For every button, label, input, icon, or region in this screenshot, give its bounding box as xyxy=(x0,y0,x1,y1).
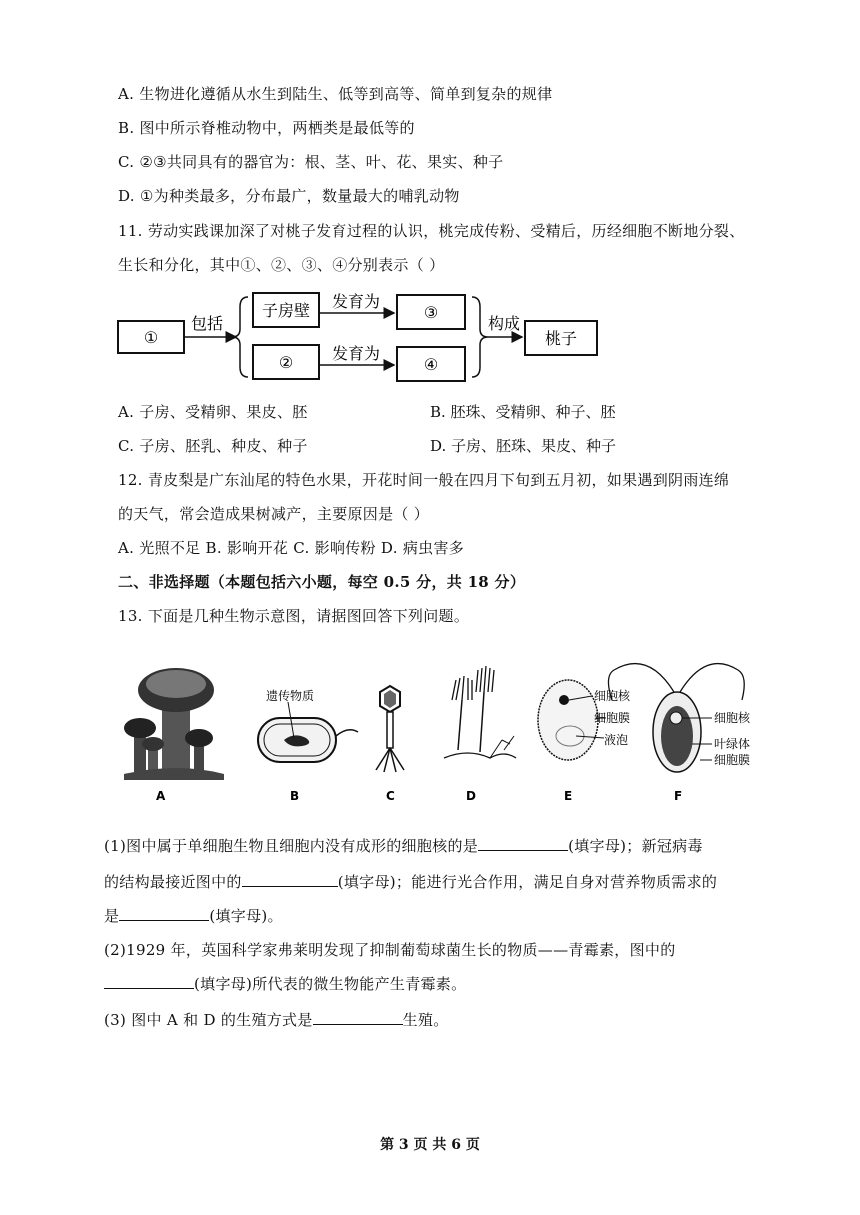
figure-f-label: F xyxy=(674,789,683,803)
q11-stem-line1: 11. 劳动实践课加深了对桃子发育过程的认识，桃完成传粉、受精后，历经细胞不断地分裂、 xyxy=(118,222,745,240)
figure-e-vacuole-label: 液泡 xyxy=(604,733,629,747)
q11-option-d: D. 子房、胚珠、果皮、种子 xyxy=(430,437,617,455)
flow-compose-label: 构成 xyxy=(487,314,521,333)
figure-a-mushrooms xyxy=(124,668,224,780)
q11-stem-line2: 生长和分化，其中①、②、③、④分别表示（ ） xyxy=(118,256,445,274)
answer-blank-2[interactable] xyxy=(242,872,338,887)
flow-include-label: 包括 xyxy=(190,314,224,333)
figure-a-label: A xyxy=(156,789,166,803)
flow-ovary-wall-label: 子房壁 xyxy=(261,301,311,320)
figure-b-bacterium xyxy=(258,702,358,762)
flow-peach-label: 桃子 xyxy=(544,329,578,348)
q13-part1-line1 xyxy=(104,836,703,856)
flow-box-3-label: ③ xyxy=(423,303,439,322)
q13-part3-text-b: 生殖。 xyxy=(402,1011,449,1029)
q13-part1-text-c: 的结构最接近图中的 xyxy=(104,873,242,891)
figure-d-label: D xyxy=(466,789,476,803)
q13-part1-line3 xyxy=(104,906,283,926)
flow-box-4-label: ④ xyxy=(423,355,439,374)
answer-blank-1[interactable] xyxy=(478,836,568,851)
figure-c-label: C xyxy=(386,789,395,803)
figure-d-mold xyxy=(444,666,516,758)
figure-c-virus xyxy=(376,686,404,772)
q11-option-a: A. 子房、受精卵、果皮、胚 xyxy=(118,403,308,421)
figure-b-label: B xyxy=(290,789,300,803)
q10-option-d: D. ①为种类最多，分布最广，数量最大的哺乳动物 xyxy=(118,187,460,205)
flow-right-brace xyxy=(472,297,488,377)
flow-left-brace xyxy=(232,297,248,377)
figure-e-label: E xyxy=(564,789,573,803)
flow-develop-top-label: 发育为 xyxy=(331,292,381,311)
q13-part1-text-e: 是 xyxy=(104,907,120,925)
q13-part1-text-a: (1)图中属于单细胞生物且细胞内没有成形的细胞核的是 xyxy=(104,837,479,855)
q10-option-b: B. 图中所示脊椎动物中，两栖类是最低等的 xyxy=(118,119,415,137)
figure-b-genetic-material-label: 遗传物质 xyxy=(266,689,315,703)
flow-develop-bottom-label: 发育为 xyxy=(331,344,381,363)
answer-blank-4[interactable] xyxy=(104,974,194,989)
q11-option-c: C. 子房、胚乳、种皮、种子 xyxy=(118,437,308,455)
answer-blank-5[interactable] xyxy=(313,1010,403,1025)
figure-e-membrane-label: 细胞膜 xyxy=(594,711,631,725)
q13-part1-line2 xyxy=(104,872,717,892)
q13-stem: 13. 下面是几种生物示意图，请据图回答下列问题。 xyxy=(118,607,470,625)
organism-figures xyxy=(118,640,758,810)
figure-f-chloroplast-label: 叶绿体 xyxy=(714,737,751,751)
q11-option-b: B. 胚珠、受精卵、种子、胚 xyxy=(430,403,616,421)
q12-options: A. 光照不足 B. 影响开花 C. 影响传粉 D. 病虫害多 xyxy=(118,539,465,557)
q13-part1-text-d: (填字母)；能进行光合作用，满足自身对营养物质需求的 xyxy=(337,873,718,891)
q13-part1-text-b: (填字母)；新冠病毒 xyxy=(568,837,703,855)
peach-development-flowchart xyxy=(110,285,610,385)
q13-part3-line xyxy=(104,1010,449,1030)
figure-f-nucleus-label: 细胞核 xyxy=(714,711,751,725)
q10-option-c: C. ②③共同具有的器官为：根、茎、叶、花、果实、种子 xyxy=(118,153,504,171)
flow-box-1-label: ① xyxy=(143,328,159,347)
q13-part2-line1: (2)1929 年，英国科学家弗莱明发现了抑制葡萄球菌生长的物质——青霉素，图中的 xyxy=(104,941,676,959)
q13-part2-text-b: (填字母)所代表的微生物能产生青霉素。 xyxy=(194,975,467,993)
figure-f-membrane-label: 细胞膜 xyxy=(714,753,751,767)
q12-stem-line2: 的天气，常会造成果树减产，主要原因是（ ） xyxy=(118,505,430,523)
q13-part1-text-f: (填字母)。 xyxy=(209,907,283,925)
q10-option-a: A. 生物进化遵循从水生到陆生、低等到高等、简单到复杂的规律 xyxy=(118,85,553,103)
figure-e-nucleus-label: 细胞核 xyxy=(594,689,631,703)
section2-heading: 二、非选择题（本题包括六小题，每空 0.5 分，共 18 分） xyxy=(118,573,526,591)
q13-part3-text-a: (3) 图中 A 和 D 的生殖方式是 xyxy=(104,1011,313,1029)
answer-blank-3[interactable] xyxy=(119,906,209,921)
flow-box-2-label: ② xyxy=(278,353,294,372)
q13-part2-line2 xyxy=(104,974,466,994)
q12-stem-line1: 12. 青皮梨是广东汕尾的特色水果，开花时间一般在四月下旬到五月初，如果遇到阴雨连绵 xyxy=(118,471,730,489)
page-footer: 第 3 页 共 6 页 xyxy=(380,1137,480,1153)
